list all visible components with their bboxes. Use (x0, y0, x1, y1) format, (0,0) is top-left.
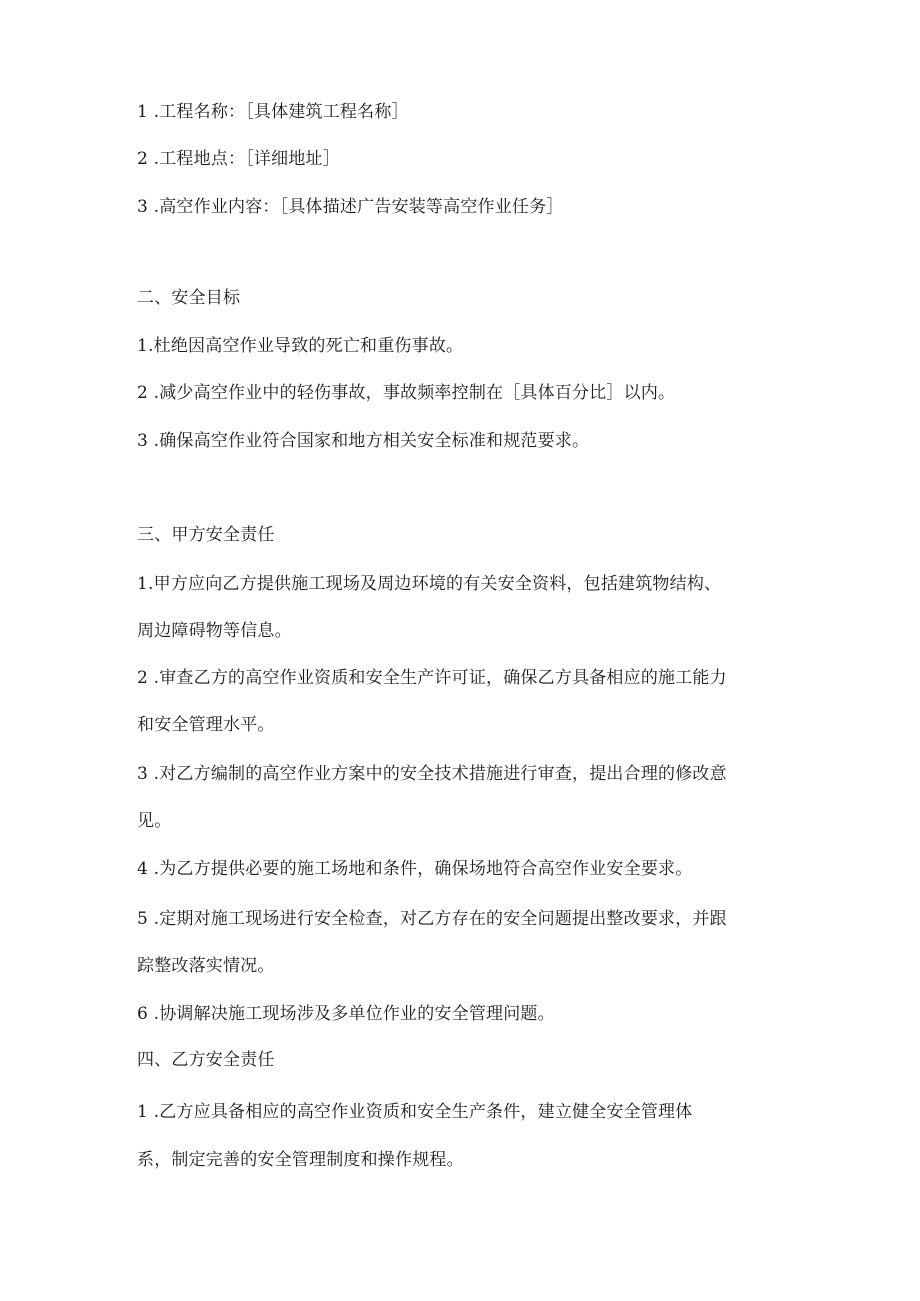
safety-goals-heading: 二、安全目标 (137, 288, 241, 308)
party-a-item-4: 4 .为乙方提供必要的施工场地和条件，确保场地符合高空作业安全要求。 (137, 859, 693, 879)
party-a-item-3-line-1: 3 .对乙方编制的高空作业方案中的安全技术措施进行审查，提出合理的修改意 (137, 764, 727, 784)
party-b-item-1-line-2: 系，制定完善的安全管理制度和操作规程。 (137, 1150, 464, 1170)
project-name-line: 1 .工程名称：［具体建筑工程名称］ (137, 102, 409, 122)
party-b-item-1-line-1: 1 .乙方应具备相应的高空作业资质和安全生产条件，建立健全安全管理体 (137, 1102, 693, 1122)
safety-goal-3: 3 .确保高空作业符合国家和地方相关安全标准和规范要求。 (137, 431, 590, 451)
party-a-item-1-line-2: 周边障碍物等信息。 (137, 621, 292, 641)
party-a-item-2-line-1: 2 .审查乙方的高空作业资质和安全生产许可证，确保乙方具备相应的施工能力 (137, 668, 727, 688)
party-a-item-2-line-2: 和安全管理水平。 (137, 715, 275, 735)
party-a-item-3-line-2: 见。 (137, 811, 172, 831)
work-content-line: 3 .高空作业内容：［具体描述广告安装等高空作业任务］ (137, 197, 564, 217)
party-a-item-1-line-1: 1.甲方应向乙方提供施工现场及周边环境的有关安全资料，包括建筑物结构、 (137, 574, 722, 594)
party-b-heading: 四、乙方安全责任 (137, 1050, 275, 1070)
project-location-line: 2 .工程地点：［详细地址］ (137, 149, 340, 169)
safety-goal-2: 2 .减少高空作业中的轻伤事故，事故频率控制在［具体百分比］以内。 (137, 383, 676, 403)
safety-goal-1: 1.杜绝因高空作业导致的死亡和重伤事故。 (137, 336, 464, 356)
party-a-heading: 三、甲方安全责任 (137, 525, 275, 545)
party-a-item-5-line-1: 5 .定期对施工现场进行安全检查，对乙方存在的安全问题提出整改要求，并跟 (137, 909, 727, 929)
party-a-item-6: 6 .协调解决施工现场涉及多单位作业的安全管理问题。 (137, 1004, 555, 1024)
party-a-item-5-line-2: 踪整改落实情况。 (137, 956, 275, 976)
